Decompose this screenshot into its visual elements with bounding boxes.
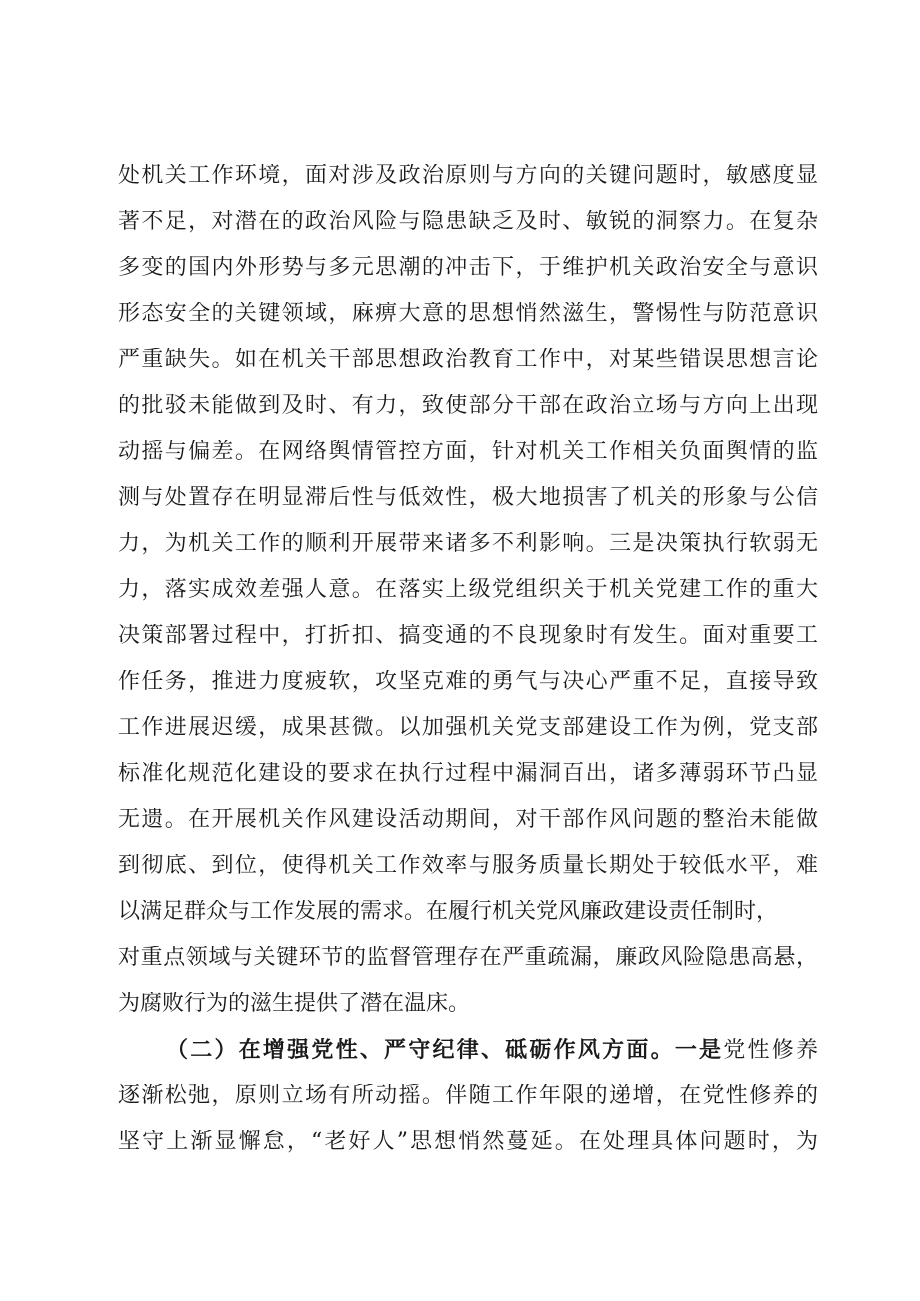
body-text-line: 作任务，推进力度疲软，攻坚克难的勇气与决心严重不足，直接导致 <box>118 670 818 694</box>
point-marker: 一是 <box>674 1038 724 1063</box>
body-text-line: 著不足，对潜在的政治风险与隐患缺乏及时、敏锐的洞察力。在复杂 <box>118 210 818 234</box>
body-text-line: 形态安全的关键领域，麻痹大意的思想悄然滋生，警惕性与防范意识 <box>118 302 818 326</box>
section-heading-line <box>166 1038 818 1064</box>
body-text-line: 坚守上渐显懈怠，“老好人”思想悄然蔓延。在处理具体问题时，为 <box>118 1130 818 1154</box>
body-text-line: 决策部署过程中，打折扣、搞变通的不良现象时有发生。面对重要工 <box>118 624 818 648</box>
body-text-line: 动摇与偏差。在网络舆情管控方面，针对机关工作相关负面舆情的监 <box>118 440 818 464</box>
body-text-inline: 党性修养 <box>723 1038 818 1063</box>
body-text-line: 到彻底、到位，使得机关工作效率与服务质量长期处于较低水平，难 <box>118 854 818 878</box>
body-text-line: 多变的国内外形势与多元思潮的冲击下，于维护机关政治安全与意识 <box>118 256 818 280</box>
body-text-line: 测与处置存在明显滞后性与低效性，极大地损害了机关的形象与公信 <box>118 486 818 510</box>
section-heading: （二）在增强党性、严守纪律、砥砺作风方面。 <box>166 1038 675 1063</box>
body-text-line: 严重缺失。如在机关干部思想政治教育工作中，对某些错误思想言论 <box>118 348 818 372</box>
body-text-line: 以满足群众与工作发展的需求。在履行机关党风廉政建设责任制时， <box>118 900 779 924</box>
body-text-line: 力，为机关工作的顺利开展带来诸多不利影响。三是决策执行软弱无 <box>118 532 818 556</box>
body-text-line: 标准化规范化建设的要求在执行过程中漏洞百出，诸多薄弱环节凸显 <box>118 762 818 786</box>
body-text-line: 无遗。在开展机关作风建设活动期间，对干部作风问题的整治未能做 <box>118 808 818 832</box>
body-text-line: 对重点领域与关键环节的监督管理存在严重疏漏，廉政风险隐患高悬， <box>118 946 818 970</box>
body-text-line: 的批驳未能做到及时、有力，致使部分干部在政治立场与方向上出现 <box>118 394 818 418</box>
body-text-line: 逐渐松弛，原则立场有所动摇。伴随工作年限的递增，在党性修养的 <box>118 1084 818 1108</box>
body-text-line: 为腐败行为的滋生提供了潜在温床。 <box>118 992 471 1016</box>
body-text-line: 力，落实成效差强人意。在落实上级党组织关于机关党建工作的重大 <box>118 578 818 602</box>
body-text-line: 工作进展迟缓，成果甚微。以加强机关党支部建设工作为例，党支部 <box>118 716 818 740</box>
body-text-line: 处机关工作环境，面对涉及政治原则与方向的关键问题时，敏感度显 <box>118 164 818 188</box>
